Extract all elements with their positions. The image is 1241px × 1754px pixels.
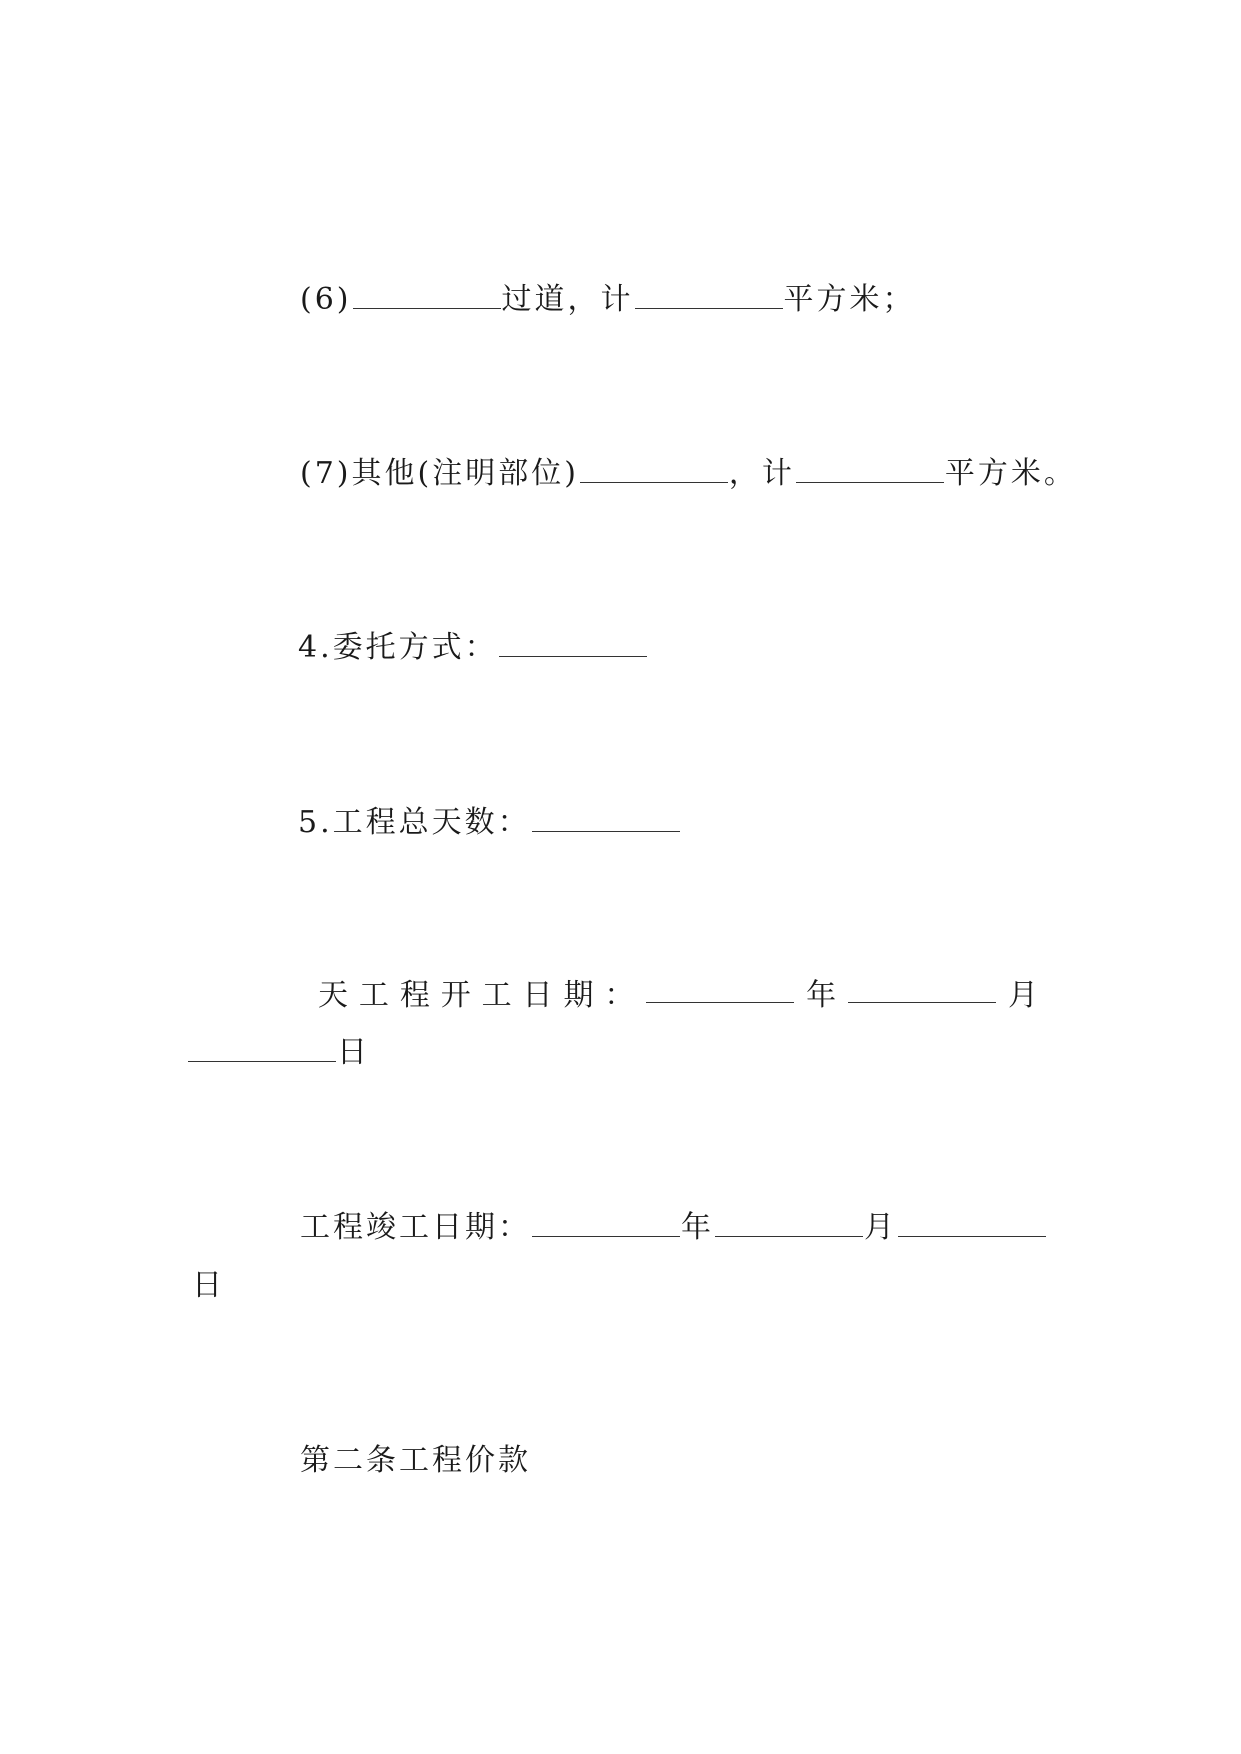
- item-6-mid: 过道，计: [501, 282, 634, 317]
- start-date-char: 日: [522, 978, 553, 1013]
- item-6-suffix: 平方米；: [783, 282, 916, 317]
- start-date-char: 天: [318, 978, 348, 1013]
- item-7-mid: ，计: [728, 456, 795, 491]
- start-date-month: 月: [1007, 978, 1038, 1013]
- blank-field-day[interactable]: [898, 1212, 1046, 1237]
- start-date-line: [318, 978, 1038, 1014]
- item-4-label: 4.委托方式：: [298, 630, 498, 665]
- item-6-line: [300, 282, 916, 318]
- item-5-line: [298, 805, 681, 841]
- blank-field[interactable]: [353, 284, 501, 309]
- start-date-char: 开: [440, 978, 471, 1013]
- article-2-heading: [300, 1443, 531, 1479]
- start-date-char: 期: [563, 978, 594, 1013]
- article-2-label: 第二条工程价款: [300, 1443, 531, 1478]
- item-7-line: [300, 456, 1077, 492]
- end-date-label: 工程竣工日期：: [300, 1210, 531, 1245]
- blank-field[interactable]: [796, 458, 944, 483]
- start-date-char: 程: [399, 978, 430, 1013]
- item-4-line: [298, 630, 648, 666]
- blank-field-day[interactable]: [188, 1037, 336, 1062]
- start-date-day: 日: [337, 1035, 370, 1070]
- blank-field-year[interactable]: [646, 978, 794, 1003]
- blank-field[interactable]: [635, 284, 783, 309]
- start-date-char: 工: [358, 978, 389, 1013]
- end-date-month: 月: [864, 1210, 897, 1245]
- end-date-year: 年: [681, 1210, 714, 1245]
- blank-field[interactable]: [532, 807, 680, 832]
- item-7-prefix: (7)其他(注明部位): [300, 456, 579, 491]
- start-date-char: 工: [481, 978, 512, 1013]
- blank-field[interactable]: [499, 632, 647, 657]
- blank-field-year[interactable]: [532, 1212, 680, 1237]
- item-6-prefix: (6): [300, 282, 352, 317]
- blank-field[interactable]: [580, 458, 728, 483]
- item-7-suffix: 平方米。: [944, 456, 1077, 491]
- end-date-line-continued: [192, 1268, 225, 1304]
- blank-field-month[interactable]: [715, 1212, 863, 1237]
- blank-field-month[interactable]: [848, 978, 996, 1003]
- start-date-char: ：: [604, 978, 635, 1013]
- start-date-line-continued: [187, 1035, 370, 1071]
- end-date-day: 日: [192, 1268, 225, 1303]
- start-date-year: 年: [806, 978, 837, 1013]
- item-5-label: 5.工程总天数：: [298, 805, 531, 840]
- end-date-line: [300, 1210, 1047, 1246]
